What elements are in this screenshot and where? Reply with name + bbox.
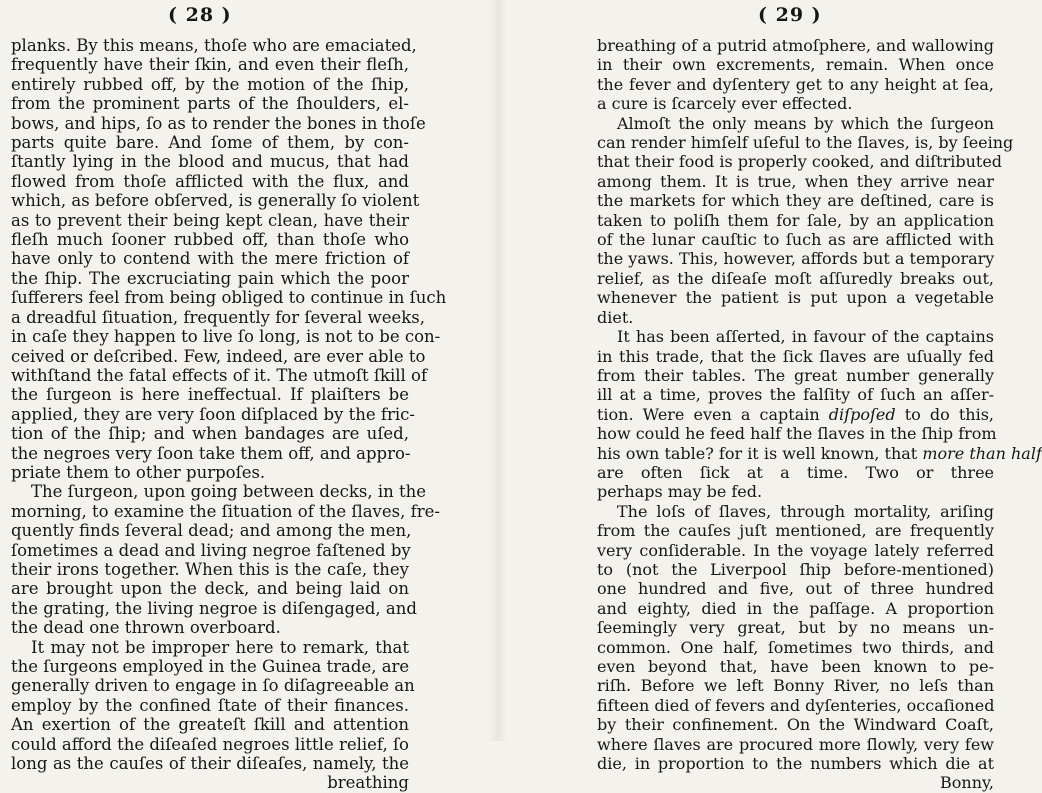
text-line: among them. It is true, when they arrive near [597,171,994,191]
text-line: in their own excrements, remain. When once [597,55,994,75]
text-run: tion. Were even a captain [597,404,829,424]
text-line: common. One half, ſometimes two thirds, and [597,637,994,657]
paragraph-end-line: the dead one thrown overboard. [11,618,281,638]
text-line: which, as before obſerved, is generally ſo violent [11,191,420,211]
text-line: of the lunar cauſtic to ſuch as are afflicted with [597,230,994,250]
text-line: how could he feed half the ſlaves in the ſhip from [597,424,997,444]
text-line: breathing of a putrid atmoſphere, and wallowing [597,36,994,55]
text-line: taken to poliſh them for ſale, by an application [597,210,994,230]
text-line: the yaws. This, however, affords but a temporary [597,249,995,269]
left-page [0,0,492,793]
text-line: applied, they are very ſoon diſplaced by the fric- [11,404,415,424]
text-line: by their confinement. On the Windward Coaſt, [597,715,994,735]
text-line: An exertion of the greateſt ſkill and attention [11,715,409,735]
paragraph-end-line: perhaps may be fed. [597,482,763,502]
text-line: the ſhip. The excruciating pain which the poor [11,268,409,288]
text-line: the ſurgeon is here ineffectual. If plaiſters be [11,385,409,405]
italic-emphasis: diſpoſed [828,404,896,424]
text-line: quently finds ſeveral dead; and among the men, [11,521,412,541]
text-line: their irons together. When this is the caſe, they [11,559,409,579]
paragraph-end-line: priate them to other purpoſes. [11,462,266,482]
paragraph-start-line: It has been aſſerted, in favour of the captains [617,327,994,347]
text-line: morning, to examine the ſituation of the ſlaves, fre- [11,501,440,521]
paragraph-end-line: diet. [597,307,634,327]
text-line: die, in proportion to the numbers which die at [597,754,994,774]
text-line: and eighty, died in the paſſage. A proportion [597,598,994,618]
text-line: from the prominent parts of the ſhoulders, el- [11,94,409,114]
text-line: whenever the patient is put upon a vegetable [597,288,994,308]
text-line: tion of the ſhip; and when bandages are uſed, [11,424,409,444]
text-line: ſufferers feel from being obliged to continue in ſuch [11,288,447,308]
text-line: very conſiderable. In the voyage lately referred [597,540,994,560]
text-line: relief, as the diſeaſe moſt aſſuredly breaks out, [597,268,994,288]
right-page [500,0,1042,793]
text-line: long as the cauſes of their diſeaſes, namely, the [11,754,409,774]
text-line: generally driven to engage in ſo diſagreeable an [11,676,415,696]
paragraph-start-line: It may not be improper here to remark, that [31,637,409,657]
text-line: are often ſick at a time. Two or three [597,462,994,482]
text-line: where ſlaves are procured more ſlowly, very few [597,734,994,754]
page-number: ( 28 ) [168,4,232,26]
text-line: that their food is properly cooked, and diſtributed [597,152,1003,172]
text-line: withſtand the fatal effects of it. The utmoſt ſkill of [11,365,428,385]
text-line: fifteen died of fevers and dyſenteries, occaſioned [597,695,995,715]
right-page-text [597,36,1042,793]
text-line: the ſurgeons employed in the Guinea trade, are [11,657,410,676]
text-line: from the cauſes juſt mentioned, are frequently [597,521,994,541]
text-line: ſometimes a dead and living negroe faſtened by [11,540,411,560]
text-line: the fever and dyſentery get to any height at ſea, [597,74,994,94]
text-line-with-italic [597,405,994,424]
text-run: to do this, [895,404,995,424]
left-page-text [11,36,447,793]
text-line: have only to contend with the mere friction of [11,249,409,269]
text-line: frequently have their ſkin, and even their fleſh, [11,55,409,75]
text-line: the markets for which they are deſtined, care is [597,191,994,211]
paragraph-start-line: The ſurgeon, upon going between decks, in the [31,482,427,502]
text-line: are brought upon the deck, and being laid on [11,579,409,599]
text-line: even beyond that, have been known to pe- [597,657,994,676]
text-run: his own table? for it is well known, that [597,443,923,463]
text-line: to (not the Liverpool ſhip before-mentioned) [597,559,994,579]
text-line: ſeemingly very great, but by no means un- [597,618,994,638]
text-line-with-italic [597,443,1042,463]
paragraph-end-line: a cure is ſcarcely ever effected. [597,94,853,114]
text-line: planks. By this means, thoſe who are emaciated, [11,36,417,55]
text-line: as to prevent their being kept clean, have their [11,210,409,230]
text-line: ſtantly lying in the blood and mucus, that had [11,152,409,172]
paragraph-start-line: The loſs of ſlaves, through mortality, ariſing [617,501,994,521]
text-line: could afford the diſeaſed negroes little relief, ſo [11,734,409,754]
catchword: Bonny, [940,773,994,793]
text-line: employ by the confined ſtate of their finances. [11,695,409,715]
page-number: ( 29 ) [758,4,822,26]
text-line: flowed from thoſe afflicted with the flux, and [11,171,409,191]
text-line: the grating, the living negroe is diſengaged, and [11,598,417,618]
text-line: ceived or deſcribed. Few, indeed, are ever able to [11,346,426,366]
text-line: riſh. Before we left Bonny River, no leſs than [597,676,994,696]
text-line: parts quite bare. And ſome of them, by con- [11,133,409,153]
paragraph-start-line: Almoſt the only means by which the ſurgeon [617,113,994,133]
text-line: can render himſelf uſeful to the ſlaves, is, by ſeeing [597,133,1014,153]
catchword: breathing [327,773,409,793]
text-line: in this trade, that the ſick ſlaves are uſually fed [597,346,994,366]
text-line: fleſh much ſooner rubbed off, than thoſe who [11,230,409,250]
italic-emphasis: more than half [922,443,1042,463]
text-line: a dreadful ſituation, frequently for ſeveral weeks, [11,307,425,327]
text-line: bows, and hips, ſo as to render the bones in thoſe [11,113,426,133]
text-line: one hundred and five, out of three hundred [597,579,994,599]
text-line: ill at a time, proves the falſity of ſuch an aſſer- [597,385,994,405]
text-line: from their tables. The great number generally [597,365,994,385]
text-line: the negroes very ſoon take them off, and appro- [11,443,411,463]
text-line: entirely rubbed off, by the motion of the ſhip, [11,74,409,94]
text-line: in caſe they happen to live ſo long, is not to be con- [11,327,441,347]
